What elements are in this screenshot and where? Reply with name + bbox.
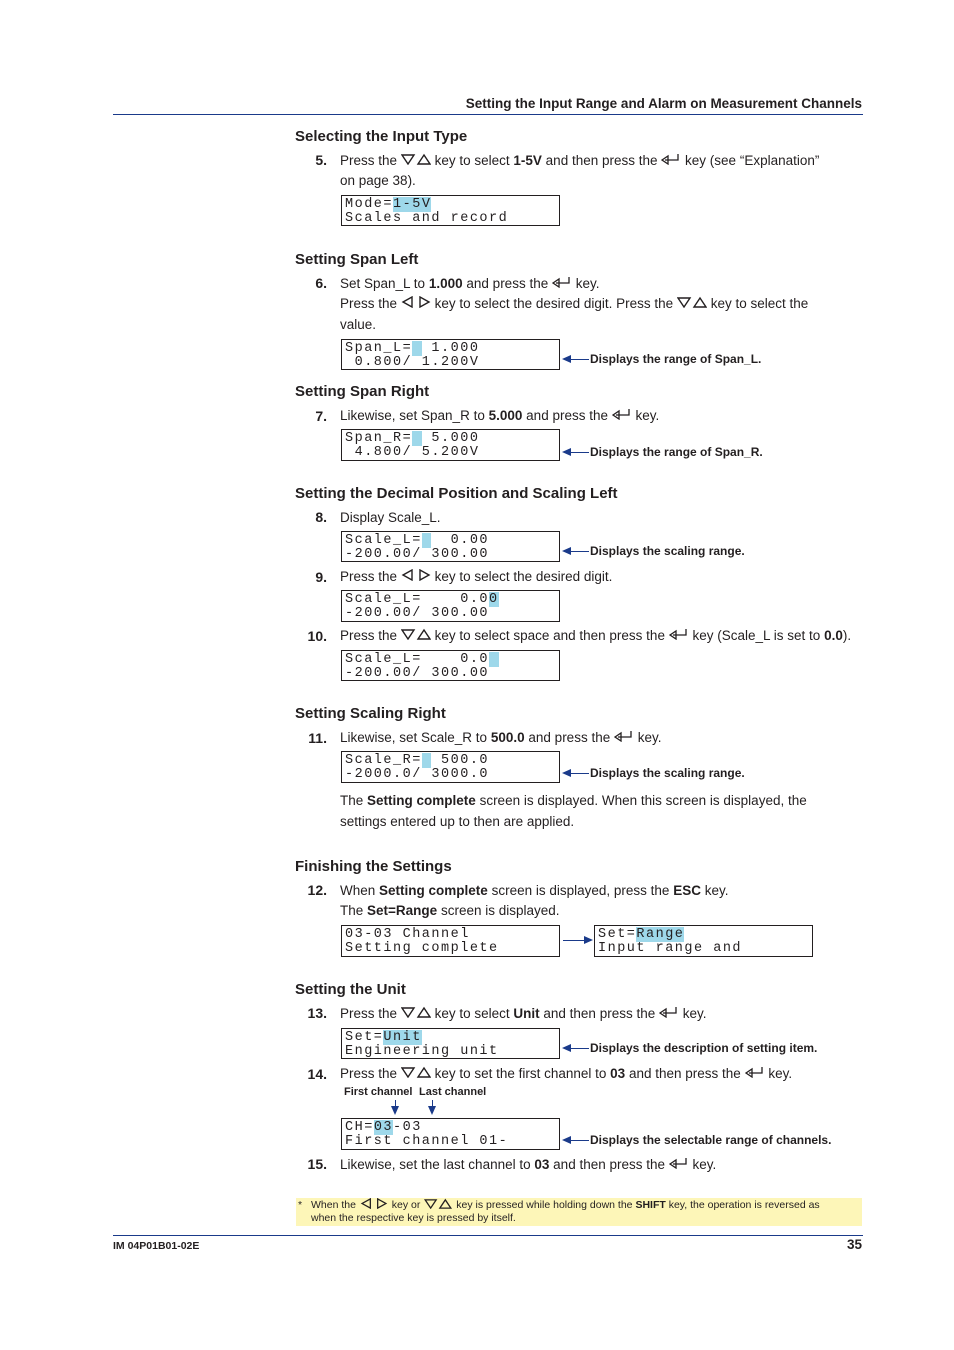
enter-key-icon — [669, 1155, 689, 1175]
step-number: 15. — [307, 1156, 327, 1172]
step-number: 10. — [307, 628, 327, 644]
lcd-scale-l-2: Scale_L= 0.00 -200.00/ 300.00 — [341, 590, 560, 622]
setting-complete-paragraph: The Setting complete screen is displayed. When this screen is displayed, the — [340, 793, 807, 808]
left-right-arrow-key-icon — [401, 567, 431, 587]
step-14-text: Press the key to set the first channel to 03 and then press the key. — [340, 1064, 792, 1084]
footer-rule — [113, 1235, 863, 1236]
callout-span-r: Displays the range of Span_R. — [590, 445, 763, 459]
section-title-finishing: Finishing the Settings — [295, 858, 452, 875]
step-13-text: Press the key to select Unit and then press the key. — [340, 1004, 707, 1024]
down-up-arrow-key-icon — [401, 151, 431, 171]
step-6-text-cont2: value. — [340, 317, 377, 332]
callout-line — [570, 551, 589, 552]
down-up-arrow-key-icon — [423, 1198, 453, 1213]
label-first-channel: First channel — [344, 1086, 413, 1098]
transition-line — [563, 940, 585, 941]
enter-key-icon — [552, 274, 572, 294]
section-title-decimal: Setting the Decimal Position and Scaling Left — [295, 485, 618, 502]
down-up-arrow-key-icon — [677, 294, 707, 314]
step-7-text: Likewise, set Span_R to 5.000 and press the key. — [340, 406, 659, 426]
left-right-arrow-key-icon — [359, 1198, 389, 1213]
arrow-icon — [391, 1106, 399, 1115]
callout-line — [570, 452, 589, 453]
document-id: IM 04P01B01-02E — [113, 1240, 200, 1252]
lcd-mode: Mode=1-5V Scales and record — [341, 195, 560, 226]
step-12-text: When Setting complete screen is displayed, press the ESC key. — [340, 883, 729, 898]
step-number: 9. — [315, 569, 327, 585]
lcd-setting-complete: 03-03 Channel Setting complete — [341, 925, 560, 957]
step-6-text-cont: Press the key to select the desired digit. Press the key to select the — [340, 294, 808, 314]
callout-line — [570, 359, 589, 360]
lcd-scale-l-3: Scale_L= 0.0 -200.00/ 300.00 — [341, 650, 560, 681]
lcd-set-range: Set=Range Input range and — [594, 925, 813, 957]
step-number: 7. — [315, 408, 327, 424]
footnote-star: * — [298, 1199, 303, 1211]
down-up-arrow-key-icon — [401, 1004, 431, 1024]
arrow-icon — [584, 936, 593, 944]
down-up-arrow-key-icon — [401, 1064, 431, 1084]
enter-key-icon — [614, 728, 634, 748]
page-number: 35 — [846, 1237, 862, 1252]
enter-key-icon — [661, 151, 681, 171]
callout-line — [570, 1140, 589, 1141]
step-9-text: Press the key to select the desired digit. — [340, 567, 612, 587]
label-last-channel: Last channel — [419, 1086, 487, 1098]
step-number: 12. — [307, 882, 327, 898]
step-6-text: Set Span_L to 1.000 and press the key. — [340, 274, 600, 294]
left-right-arrow-key-icon — [401, 294, 431, 314]
section-title-span-right: Setting Span Right — [295, 383, 430, 400]
page-header: Setting the Input Range and Alarm on Measurement Channels — [465, 96, 862, 111]
down-up-arrow-key-icon — [401, 626, 431, 646]
lcd-scale-l-1: Scale_L= 0.00 -200.00/ 300.00 — [341, 531, 560, 562]
footnote-line-2: when the respective key is pressed by itself. — [311, 1212, 516, 1224]
callout-description: Displays the description of setting item. — [590, 1041, 818, 1055]
enter-key-icon — [669, 626, 689, 646]
callout-span-l: Displays the range of Span_L. — [590, 352, 762, 366]
footnote — [296, 1198, 862, 1226]
setting-complete-paragraph-cont: settings entered up to then are applied. — [340, 814, 575, 829]
callout-line — [570, 1048, 589, 1049]
enter-key-icon — [745, 1064, 765, 1084]
callout-channels: Displays the selectable range of channels. — [590, 1133, 832, 1147]
enter-key-icon — [612, 406, 632, 426]
section-title-span-left: Setting Span Left — [295, 251, 419, 268]
lcd-span-r: Span_R= 5.000 4.800/ 5.200V — [341, 429, 560, 461]
footnote-line-1: When the key or key is pressed while holding down the SHIFT key, the operation is reversed as — [311, 1199, 820, 1212]
step-number: 5. — [315, 152, 327, 168]
section-title-scaling-right: Setting Scaling Right — [295, 705, 446, 722]
step-11-text: Likewise, set Scale_R to 500.0 and press the key. — [340, 728, 662, 748]
step-8-text: Display Scale_L. — [340, 510, 441, 525]
header-rule — [113, 114, 863, 115]
section-title-unit: Setting the Unit — [295, 981, 406, 998]
callout-scaling-1: Displays the scaling range. — [590, 544, 745, 558]
step-number: 11. — [308, 730, 327, 746]
step-number: 6. — [315, 275, 327, 291]
lcd-span-l: Span_L= 1.000 0.800/ 1.200V — [341, 339, 560, 370]
step-5-text: Press the key to select 1-5V and then press the key (see “Explanation” — [340, 151, 819, 171]
lcd-set-unit: Set=Unit Engineering unit — [341, 1028, 560, 1059]
arrow-icon — [428, 1106, 436, 1115]
step-number: 14. — [307, 1066, 327, 1082]
section-title-input-type: Selecting the Input Type — [295, 128, 468, 145]
step-number: 13. — [307, 1005, 327, 1021]
enter-key-icon — [659, 1004, 679, 1024]
callout-line — [570, 773, 589, 774]
step-15-text: Likewise, set the last channel to 03 and then press the key. — [340, 1155, 716, 1175]
lcd-scale-r: Scale_R= 500.0 -2000.0/ 3000.0 — [341, 751, 560, 783]
step-number: 8. — [315, 509, 327, 525]
step-12-text-cont: The Set=Range screen is displayed. — [340, 903, 560, 918]
step-10-text: Press the key to select space and then press the key (Scale_L is set to 0.0). — [340, 626, 851, 646]
lcd-channel: CH=03-03 First channel 01- — [341, 1118, 560, 1150]
step-5-text-cont: on page 38). — [340, 173, 416, 188]
callout-scaling-2: Displays the scaling range. — [590, 766, 745, 780]
